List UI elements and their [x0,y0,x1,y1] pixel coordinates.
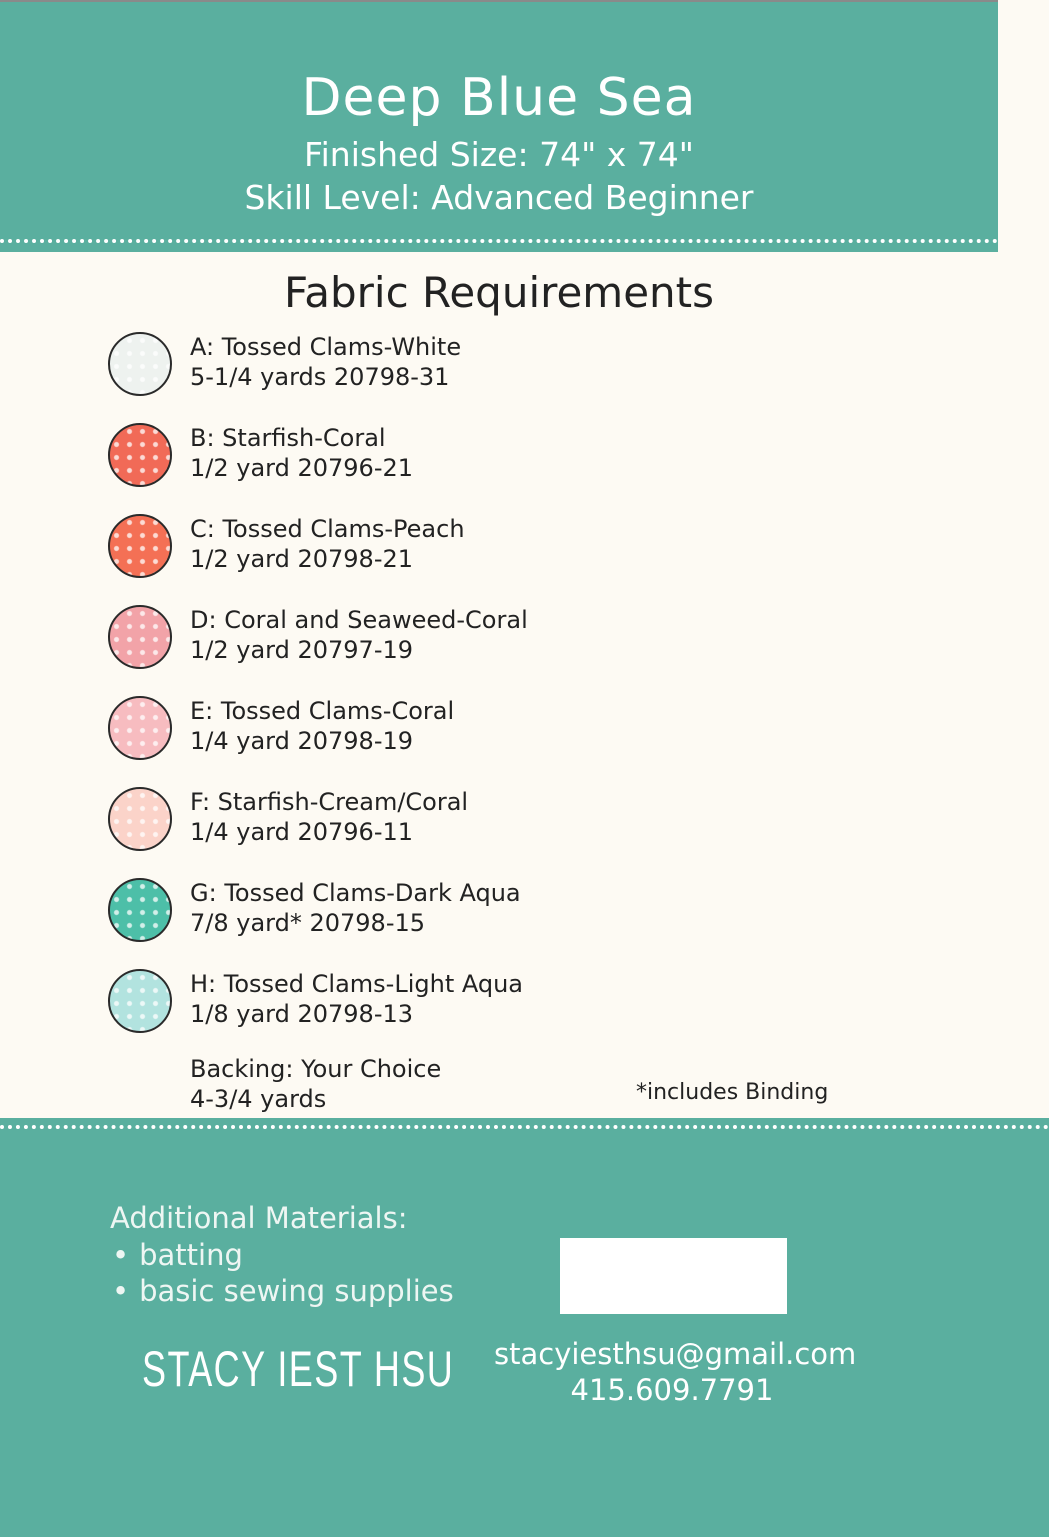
material-item [112,1274,454,1308]
material-item [112,1238,243,1272]
fabric-name: H: Tossed Clams-Light Aqua [190,970,524,998]
fabric-name: A: Tossed Clams-White [190,333,462,361]
header-banner [0,0,998,252]
backing-label: Backing: Your Choice [190,1055,442,1083]
material-label: batting [139,1238,243,1272]
backing-amount: 4-3/4 yards [190,1085,327,1113]
designer-logo: STACY IEST HSU [142,1341,455,1397]
fabric-yardage: 1/4 yard 20796-11 [190,818,414,846]
bullet-icon: • [112,1274,130,1308]
fabric-swatch [108,878,172,942]
fabric-name: G: Tossed Clams-Dark Aqua [190,879,521,907]
section-title: Fabric Requirements [283,268,715,317]
fabric-name: B: Starfish-Coral [190,424,386,452]
fabric-yardage: 1/2 yard 20798-21 [190,545,414,573]
backing-info [190,1054,441,1114]
footer-banner [0,1118,1049,1537]
fabric-yardage: 7/8 yard* 20798-15 [190,909,426,937]
fabric-swatch [108,423,172,487]
fabric-name: E: Tossed Clams-Coral [190,697,455,725]
dotted-divider [0,1125,1049,1129]
additional-materials-heading: Additional Materials: [110,1201,408,1235]
binding-note: *includes Binding [636,1080,829,1105]
fabric-name: F: Starfish-Cream/Coral [190,788,469,816]
finished-size: Finished Size: 74" x 74" [304,135,694,174]
fabric-swatch [108,605,172,669]
fabric-yardage: 1/4 yard 20798-19 [190,727,414,755]
label-box [560,1238,787,1314]
page-margin [998,0,1049,1118]
fabric-yardage: 1/2 yard 20797-19 [190,636,414,664]
dotted-divider [0,239,998,243]
fabric-swatch [108,969,172,1033]
fabric-yardage: 1/8 yard 20798-13 [190,1000,414,1028]
fabric-swatch [108,696,172,760]
skill-level: Skill Level: Advanced Beginner [244,178,754,217]
fabric-swatch [108,514,172,578]
fabric-yardage: 5-1/4 yards 20798-31 [190,363,450,391]
fabric-name: C: Tossed Clams-Peach [190,515,465,543]
contact-email[interactable]: stacyiesthsu@gmail.com [494,1337,857,1371]
fabric-swatch [108,787,172,851]
material-label: basic sewing supplies [139,1274,454,1308]
pattern-title: Deep Blue Sea [301,68,697,128]
fabric-name: D: Coral and Seaweed-Coral [190,606,528,634]
contact-phone: 415.609.7791 [570,1373,774,1407]
fabric-swatch [108,332,172,396]
fabric-yardage: 1/2 yard 20796-21 [190,454,414,482]
bullet-icon: • [112,1238,130,1272]
